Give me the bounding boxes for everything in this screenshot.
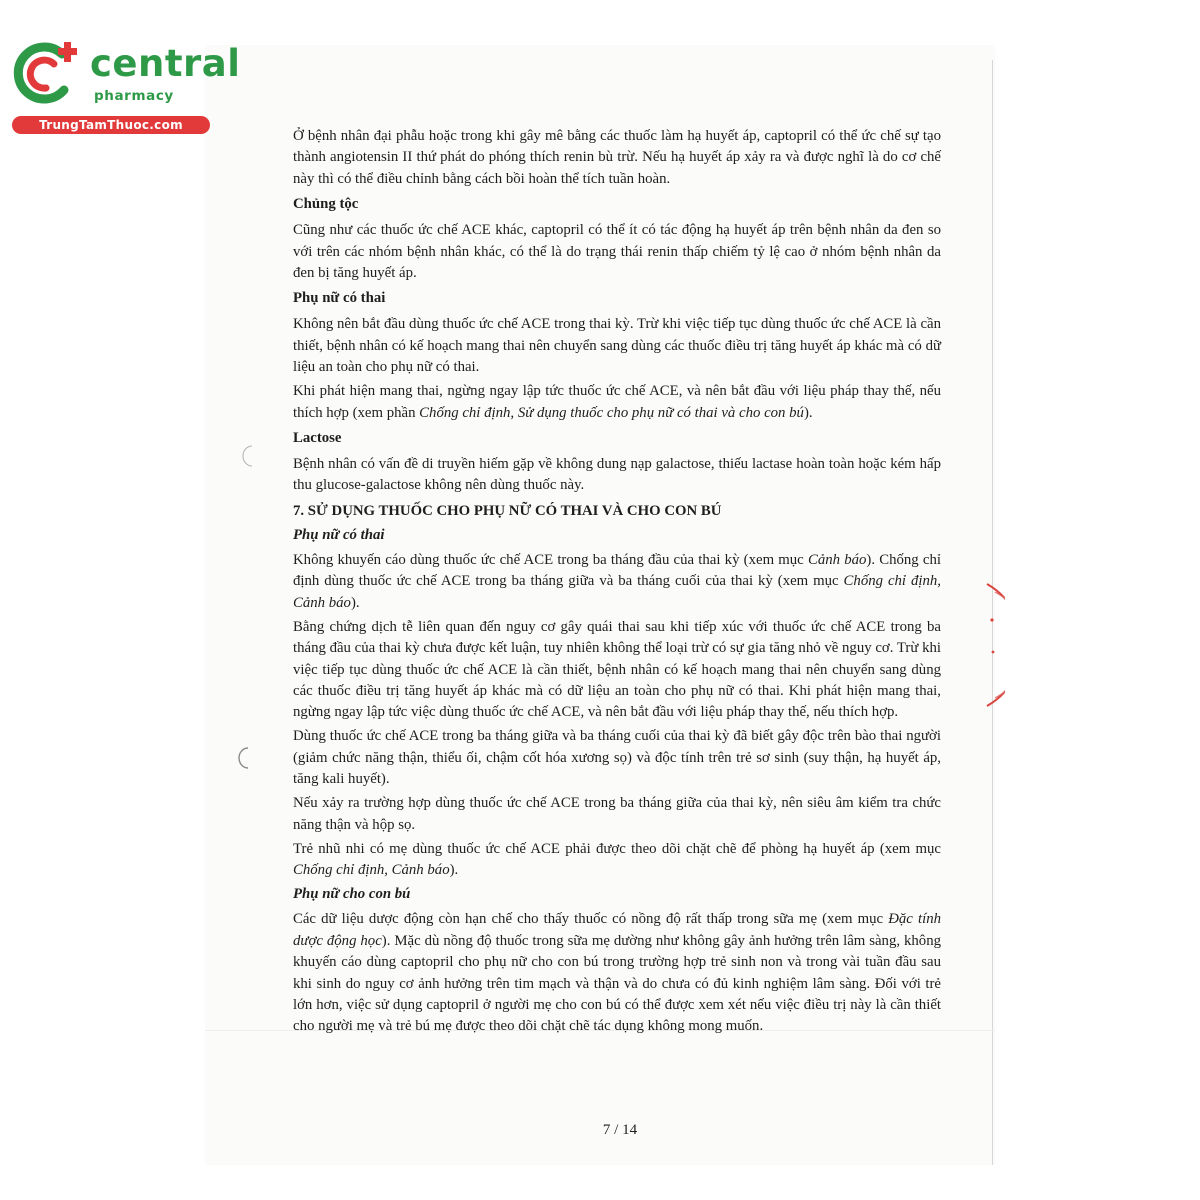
heading-phu-nu-co-thai: Phụ nữ có thai bbox=[293, 290, 386, 307]
punch-hole-icon bbox=[240, 444, 260, 468]
punch-hole-icon bbox=[236, 746, 256, 770]
heading-lactose: Lactose bbox=[293, 430, 342, 447]
central-pharmacy-logo[interactable] bbox=[10, 38, 241, 138]
page-number: 7 / 14 bbox=[602, 1122, 638, 1138]
text-segment: ). bbox=[350, 594, 360, 611]
document-body bbox=[293, 126, 941, 1040]
heading-chung-toc: Chủng tộc bbox=[293, 196, 359, 213]
paragraph: Nếu xảy ra trường hợp dùng thuốc ức chế ACE trong ba tháng giữa của thai kỳ, nên siêu âm kiểm tra chức năng thận và hộp sọ. bbox=[293, 795, 941, 833]
brand-url-badge[interactable]: TrungTamThuoc.com bbox=[12, 116, 210, 134]
text-segment: Không khuyến cáo dùng thuốc ức chế ACE trong ba tháng đầu của thai kỳ (xem mục bbox=[293, 551, 808, 568]
paragraph: Cũng như các thuốc ức chế ACE khác, captopril có thể ít có tác động hạ huyết áp trên bệnh nhân da đen so với trên các nhóm bệnh nhân khác, có thể là do trạng thái renin thấp chiếm tỷ lệ cao ở nhóm bệnh nhân da đen bị tăng huyết áp. bbox=[293, 222, 941, 282]
brand-name: central bbox=[90, 42, 241, 85]
text-segment: ). Mặc dù nồng độ thuốc trong sữa mẹ dường như không gây ảnh hưởng trên lâm sàng, không khuyến cáo dùng captopril cho phụ nữ cho con bú trong trường hợp trẻ sinh non và trong vài tuần đầu sau khi sinh do nguy cơ ảnh hưởng trên tim mạch và thận và do chưa có đủ kinh nghiệm lâm sàng. Đối với trẻ lớn hơn, việc sử dụng captopril ở người mẹ cho con bú có thể được xem xét nếu việc điều trị này là cần thiết cho người mẹ và trẻ bú mẹ được theo dõi chặt chẽ tác dụng không mong muốn. bbox=[293, 932, 941, 1035]
brand-subtitle: pharmacy bbox=[94, 88, 174, 104]
paragraph bbox=[293, 381, 941, 424]
text-segment: Khi phát hiện mang thai, ngừng ngay lập tức thuốc ức chế ACE, và nên bắt đầu với liệu pháp thay thế, nếu thích hợp (xem phần bbox=[293, 383, 941, 421]
paragraph: Không nên bắt đầu dùng thuốc ức chế ACE trong thai kỳ. Trừ khi việc tiếp tục dùng thuốc ức chế ACE là cần thiết, bệnh nhân có kế hoạch mang thai nên chuyển sang dùng các thuốc điều trị tăng huyết áp khác mà có dữ liệu an toàn cho phụ nữ có thai. bbox=[293, 316, 941, 376]
subheading-phu-nu-co-thai: Phụ nữ có thai bbox=[293, 526, 385, 543]
text-segment: ). bbox=[803, 404, 813, 421]
paragraph bbox=[293, 909, 941, 1037]
pharmacy-cross-icon bbox=[10, 38, 85, 108]
text-segment: Trẻ nhũ nhi có mẹ dùng thuốc ức chế ACE phải được theo dõi chặt chẽ để phòng hạ huyết áp (xem mục bbox=[293, 840, 941, 857]
paragraph: Dùng thuốc ức chế ACE trong ba tháng giữa và ba tháng cuối của thai kỳ đã biết gây độc trên bào thai người (giảm chức năng thận, thiểu ối, chậm cốt hóa xương sọ) và độc tính trên trẻ sơ sinh (suy thận, hạ huyết áp, tăng kali huyết). bbox=[293, 728, 941, 788]
paragraph: Bằng chứng dịch tễ liên quan đến nguy cơ gây quái thai sau khi tiếp xúc với thuốc ức chế ACE trong ba tháng đầu của thai kỳ chưa được kết luận, tuy nhiên không thể loại trừ có sự gia tăng nhỏ về nguy cơ. Trừ khi việc tiếp tục dùng thuốc ức chế ACE là cần thiết, bệnh nhân có kế hoạch mang thai nên chuyển sang dùng các thuốc điều trị tăng huyết áp khác mà có dữ liệu an toàn cho phụ nữ có thai. Khi phát hiện mang thai, ngừng ngay lập tức việc dùng thuốc ức chế ACE, và nên bắt đầu với liệu pháp thay thế, nếu thích hợp. bbox=[293, 618, 941, 721]
cross-reference: Chống chỉ định, Sử dụng thuốc cho phụ nữ có thai và cho con bú bbox=[419, 404, 804, 421]
text-segment: ). bbox=[449, 861, 459, 878]
paragraph bbox=[293, 550, 941, 614]
red-stamp-fragment bbox=[975, 580, 1005, 710]
subheading-cho-con-bu: Phụ nữ cho con bú bbox=[293, 886, 411, 903]
cross-reference: Cảnh báo bbox=[807, 551, 867, 568]
paragraph: Ở bệnh nhân đại phẫu hoặc trong khi gây mê bằng các thuốc làm hạ huyết áp, captopril có thể ức chế sự tạo thành angiotensin II thứ phát do phóng thích renin bù trừ. Nếu hạ huyết áp xảy ra và được nghĩ là do cơ chế này thì có thể điều chỉnh bằng cách bồi hoàn thể tích tuần hoàn. bbox=[293, 128, 941, 187]
paragraph bbox=[293, 839, 941, 882]
paragraph: Bệnh nhân có vấn đề di truyền hiếm gặp về không dung nạp galactose, thiếu lactase hoàn toàn hoặc kém hấp thu glucose-galactose không nên dùng thuốc này. bbox=[293, 456, 941, 494]
section-heading-7: 7. SỬ DỤNG THUỐC CHO PHỤ NỮ CÓ THAI VÀ CHO CON BÚ bbox=[293, 502, 722, 519]
cross-reference: Đặc tính dược động học bbox=[293, 911, 941, 949]
text-segment: Các dữ liệu dược động còn hạn chế cho thấy thuốc có nồng độ rất thấp trong sữa mẹ (xem mục bbox=[293, 911, 889, 928]
cross-reference: Chống chỉ định, Cảnh báo bbox=[293, 861, 450, 878]
cross-reference: Chống chỉ định, Cảnh báo bbox=[293, 573, 941, 611]
text-segment: ). Chống chỉ định dùng thuốc ức chế ACE trong ba tháng giữa và ba tháng cuối của thai kỳ (xem mục bbox=[293, 551, 941, 590]
